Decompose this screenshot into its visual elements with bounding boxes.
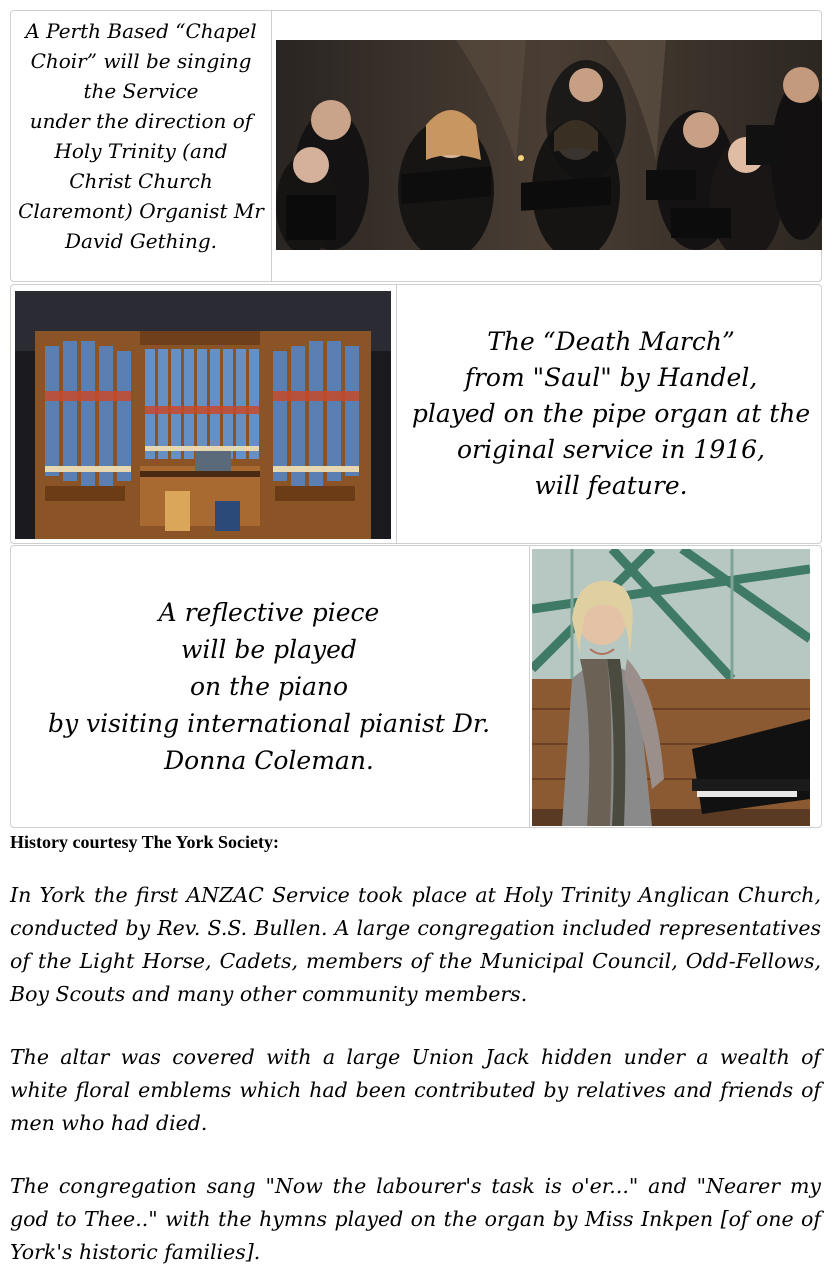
caption-line: from "Saul" by Handel,: [464, 363, 758, 392]
caption-line: The “Death March”: [487, 327, 735, 356]
caption-line: will be played: [181, 635, 357, 664]
caption-line: played on the pipe organ at the: [411, 399, 811, 428]
organ-panel: [10, 284, 822, 544]
history-paragraph: The congregation sang "Now the labourer's task is o'er..." and "Nearer my god to Thee.." with the hymns played on the organ by Miss Inkpen [of one of York's historic families].: [10, 1174, 821, 1264]
caption-line: Donna Coleman.: [164, 746, 374, 775]
history-paragraph: In York the first ANZAC Service took place at Holy Trinity Anglican Church, conducted by Rev. S.S. Bullen. A large congregation included representatives of the Light Horse, Cadets, members of the Municipal Council, Odd-Fellows, Boy Scouts and many other community members.: [10, 883, 821, 1006]
pianist-photo: [532, 549, 810, 826]
caption-line: Claremont) Organist Mr: [18, 199, 264, 223]
organ-caption: [401, 285, 821, 543]
caption-line: original service in 1916,: [457, 435, 765, 464]
caption-line: Choir” will be singing: [30, 49, 252, 73]
pianist-panel: [10, 545, 822, 828]
caption-line: by visiting international pianist Dr.: [47, 709, 491, 738]
caption-line: Christ Church: [69, 169, 213, 193]
history-paragraph: The altar was covered with a large Union Jack hidden under a wealth of white floral emblems which had been contributed by relatives and friends of men who had died.: [10, 1045, 821, 1135]
choir-photo: [276, 40, 822, 250]
panel-divider: [396, 285, 397, 543]
choir-panel: [10, 10, 822, 282]
history-credit: History courtesy The York Society:: [10, 832, 279, 852]
panel-divider: [271, 11, 272, 281]
caption-line: under the direction of: [29, 109, 253, 133]
choir-caption: [11, 11, 271, 261]
caption-line: A reflective piece: [158, 598, 380, 627]
caption-line: the Service: [83, 79, 199, 103]
caption-line: will feature.: [534, 471, 688, 500]
panel-divider: [529, 546, 530, 827]
caption-line: David Gething.: [65, 229, 217, 253]
caption-line: on the piano: [189, 672, 349, 701]
caption-line: Holy Trinity (and: [54, 139, 228, 163]
caption-line: A Perth Based “Chapel: [25, 19, 257, 43]
pianist-caption: [11, 546, 527, 827]
pipe-organ-photo: [15, 291, 391, 539]
